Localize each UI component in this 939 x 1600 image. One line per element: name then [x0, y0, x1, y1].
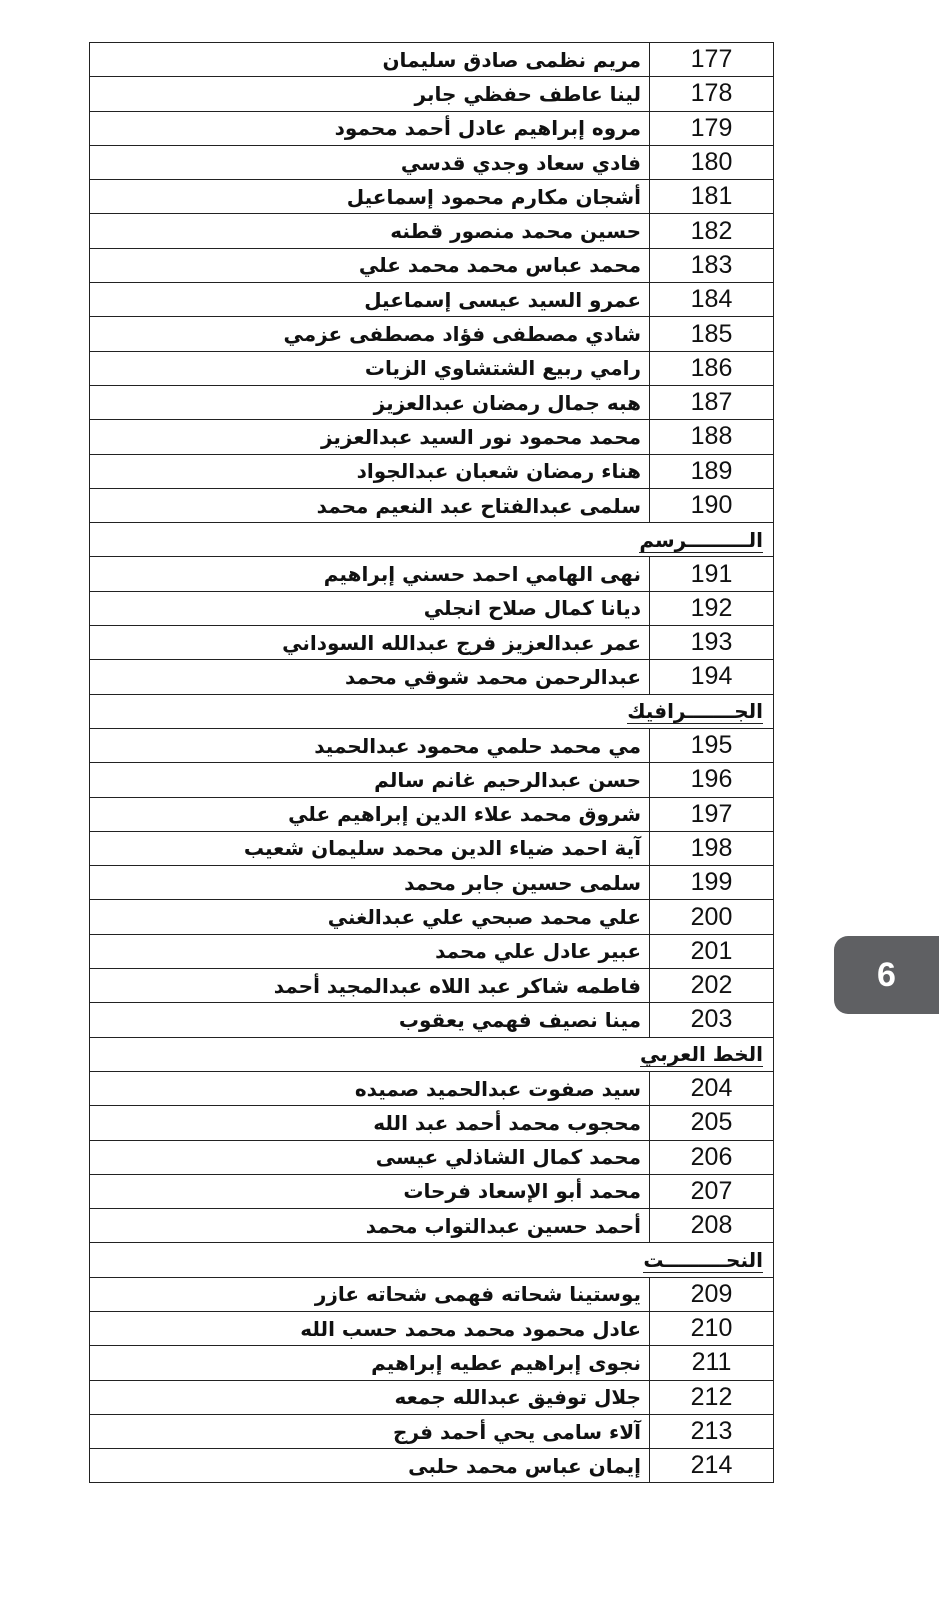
table-row — [90, 557, 774, 591]
person-name: فادي سعاد وجدي قدسي — [90, 145, 650, 179]
table-row — [90, 1311, 774, 1345]
person-name: نجوى إبراهيم عطيه إبراهيم — [90, 1346, 650, 1380]
row-number: 190 — [650, 488, 774, 522]
person-name: يوستينا شحاته فهمى شحاته عازر — [90, 1277, 650, 1311]
table-row — [90, 763, 774, 797]
section-title: النحـــــــــت — [643, 1248, 763, 1273]
row-number: 201 — [650, 934, 774, 968]
table-row — [90, 214, 774, 248]
row-number: 180 — [650, 145, 774, 179]
row-number: 203 — [650, 1003, 774, 1037]
row-number: 205 — [650, 1106, 774, 1140]
row-number: 194 — [650, 660, 774, 694]
table-row — [90, 111, 774, 145]
row-number: 185 — [650, 317, 774, 351]
person-name: حسن عبدالرحيم غانم سالم — [90, 763, 650, 797]
person-name: أشجان مكارم محمود إسماعيل — [90, 180, 650, 214]
row-number: 181 — [650, 180, 774, 214]
row-number: 210 — [650, 1311, 774, 1345]
person-name: لينا عاطف حفظي جابر — [90, 77, 650, 111]
table-row — [90, 866, 774, 900]
table-row — [90, 283, 774, 317]
section-title: الجـــــــرافيك — [627, 699, 763, 724]
table-row — [90, 1071, 774, 1105]
table-row — [90, 591, 774, 625]
table-row — [90, 1449, 774, 1483]
person-name: عبير عادل علي محمد — [90, 934, 650, 968]
table-row — [90, 831, 774, 865]
row-number: 206 — [650, 1140, 774, 1174]
person-name: ديانا كمال صلاح انجلي — [90, 591, 650, 625]
row-number: 207 — [650, 1174, 774, 1208]
section-header-cell — [90, 1243, 774, 1277]
table-row — [90, 248, 774, 282]
person-name: رامي ربيع الشتشاوي الزيات — [90, 351, 650, 385]
person-name: مريم نظمى صادق سليمان — [90, 43, 650, 77]
table-row — [90, 1140, 774, 1174]
table-row — [90, 934, 774, 968]
person-name: نهى الهامي احمد حسني إبراهيم — [90, 557, 650, 591]
person-name: محمد كمال الشاذلي عيسى — [90, 1140, 650, 1174]
person-name: مينا نصيف فهمي يعقوب — [90, 1003, 650, 1037]
names-table-body — [90, 43, 774, 1483]
person-name: علي محمد صبحي علي عبدالغني — [90, 900, 650, 934]
person-name: عادل محمود محمد محمد حسب الله — [90, 1311, 650, 1345]
person-name: هبه جمال رمضان عبدالعزيز — [90, 385, 650, 419]
section-header-row — [90, 1243, 774, 1277]
person-name: محمد أبو الإسعاد فرحات — [90, 1174, 650, 1208]
table-row — [90, 43, 774, 77]
row-number: 182 — [650, 214, 774, 248]
table-row — [90, 180, 774, 214]
row-number: 214 — [650, 1449, 774, 1483]
person-name: سلمى عبدالفتاح عبد النعيم محمد — [90, 488, 650, 522]
table-row — [90, 626, 774, 660]
names-table — [89, 42, 774, 1483]
person-name: جلال توفيق عبدالله جمعه — [90, 1380, 650, 1414]
person-name: هناء رمضان شعبان عبدالجواد — [90, 454, 650, 488]
row-number: 198 — [650, 831, 774, 865]
person-name: مروه إبراهيم عادل أحمد محمود — [90, 111, 650, 145]
row-number: 196 — [650, 763, 774, 797]
row-number: 188 — [650, 420, 774, 454]
person-name: محمد محمود نور السيد عبدالعزيز — [90, 420, 650, 454]
person-name: عمرو السيد عيسى إسماعيل — [90, 283, 650, 317]
person-name: سيد صفوت عبدالحميد صميده — [90, 1071, 650, 1105]
page-number-badge[interactable] — [834, 936, 939, 1014]
table-row — [90, 454, 774, 488]
table-row — [90, 969, 774, 1003]
row-number: 204 — [650, 1071, 774, 1105]
person-name: مي محمد حلمي محمود عبدالحميد — [90, 728, 650, 762]
row-number: 184 — [650, 283, 774, 317]
table-row — [90, 728, 774, 762]
row-number: 186 — [650, 351, 774, 385]
row-number: 183 — [650, 248, 774, 282]
section-header-row — [90, 523, 774, 557]
section-title: الخط العربي — [640, 1042, 763, 1067]
row-number: 199 — [650, 866, 774, 900]
person-name: محجوب محمد أحمد عبد الله — [90, 1106, 650, 1140]
table-row — [90, 1277, 774, 1311]
person-name: شروق محمد علاء الدين إبراهيم علي — [90, 797, 650, 831]
row-number: 202 — [650, 969, 774, 1003]
section-header-row — [90, 694, 774, 728]
person-name: فاطمه شاكر عبد اللاه عبدالمجيد أحمد — [90, 969, 650, 1003]
table-row — [90, 488, 774, 522]
table-row — [90, 1209, 774, 1243]
row-number: 209 — [650, 1277, 774, 1311]
table-row — [90, 317, 774, 351]
row-number: 213 — [650, 1414, 774, 1448]
row-number: 191 — [650, 557, 774, 591]
table-row — [90, 1414, 774, 1448]
section-header-row — [90, 1037, 774, 1071]
row-number: 197 — [650, 797, 774, 831]
table-row — [90, 145, 774, 179]
table-row — [90, 797, 774, 831]
row-number: 200 — [650, 900, 774, 934]
table-row — [90, 1106, 774, 1140]
person-name: عمر عبدالعزيز فرج عبدالله السوداني — [90, 626, 650, 660]
person-name: حسين محمد منصور قطنه — [90, 214, 650, 248]
person-name: آية احمد ضياء الدين محمد سليمان شعيب — [90, 831, 650, 865]
table-row — [90, 1346, 774, 1380]
row-number: 193 — [650, 626, 774, 660]
person-name: عبدالرحمن محمد شوقي محمد — [90, 660, 650, 694]
row-number: 179 — [650, 111, 774, 145]
table-row — [90, 1380, 774, 1414]
section-header-cell — [90, 1037, 774, 1071]
row-number: 189 — [650, 454, 774, 488]
table-row — [90, 660, 774, 694]
person-name: إيمان عباس محمد حلبى — [90, 1449, 650, 1483]
section-header-cell — [90, 523, 774, 557]
row-number: 178 — [650, 77, 774, 111]
table-row — [90, 420, 774, 454]
row-number: 208 — [650, 1209, 774, 1243]
row-number: 195 — [650, 728, 774, 762]
table-row — [90, 900, 774, 934]
person-name: سلمى حسين جابر محمد — [90, 866, 650, 900]
person-name: شادي مصطفى فؤاد مصطفى عزمي — [90, 317, 650, 351]
table-row — [90, 77, 774, 111]
row-number: 192 — [650, 591, 774, 625]
person-name: أحمد حسين عبدالتواب محمد — [90, 1209, 650, 1243]
table-row — [90, 1003, 774, 1037]
row-number: 211 — [650, 1346, 774, 1380]
row-number: 177 — [650, 43, 774, 77]
table-row — [90, 351, 774, 385]
section-title: الـــــــــرسم — [639, 527, 763, 552]
person-name: آلاء سامى يحي أحمد فرج — [90, 1414, 650, 1448]
page-number: 6 — [877, 955, 896, 994]
section-header-cell — [90, 694, 774, 728]
table-row — [90, 385, 774, 419]
row-number: 212 — [650, 1380, 774, 1414]
table-row — [90, 1174, 774, 1208]
row-number: 187 — [650, 385, 774, 419]
person-name: محمد عباس محمد محمد علي — [90, 248, 650, 282]
